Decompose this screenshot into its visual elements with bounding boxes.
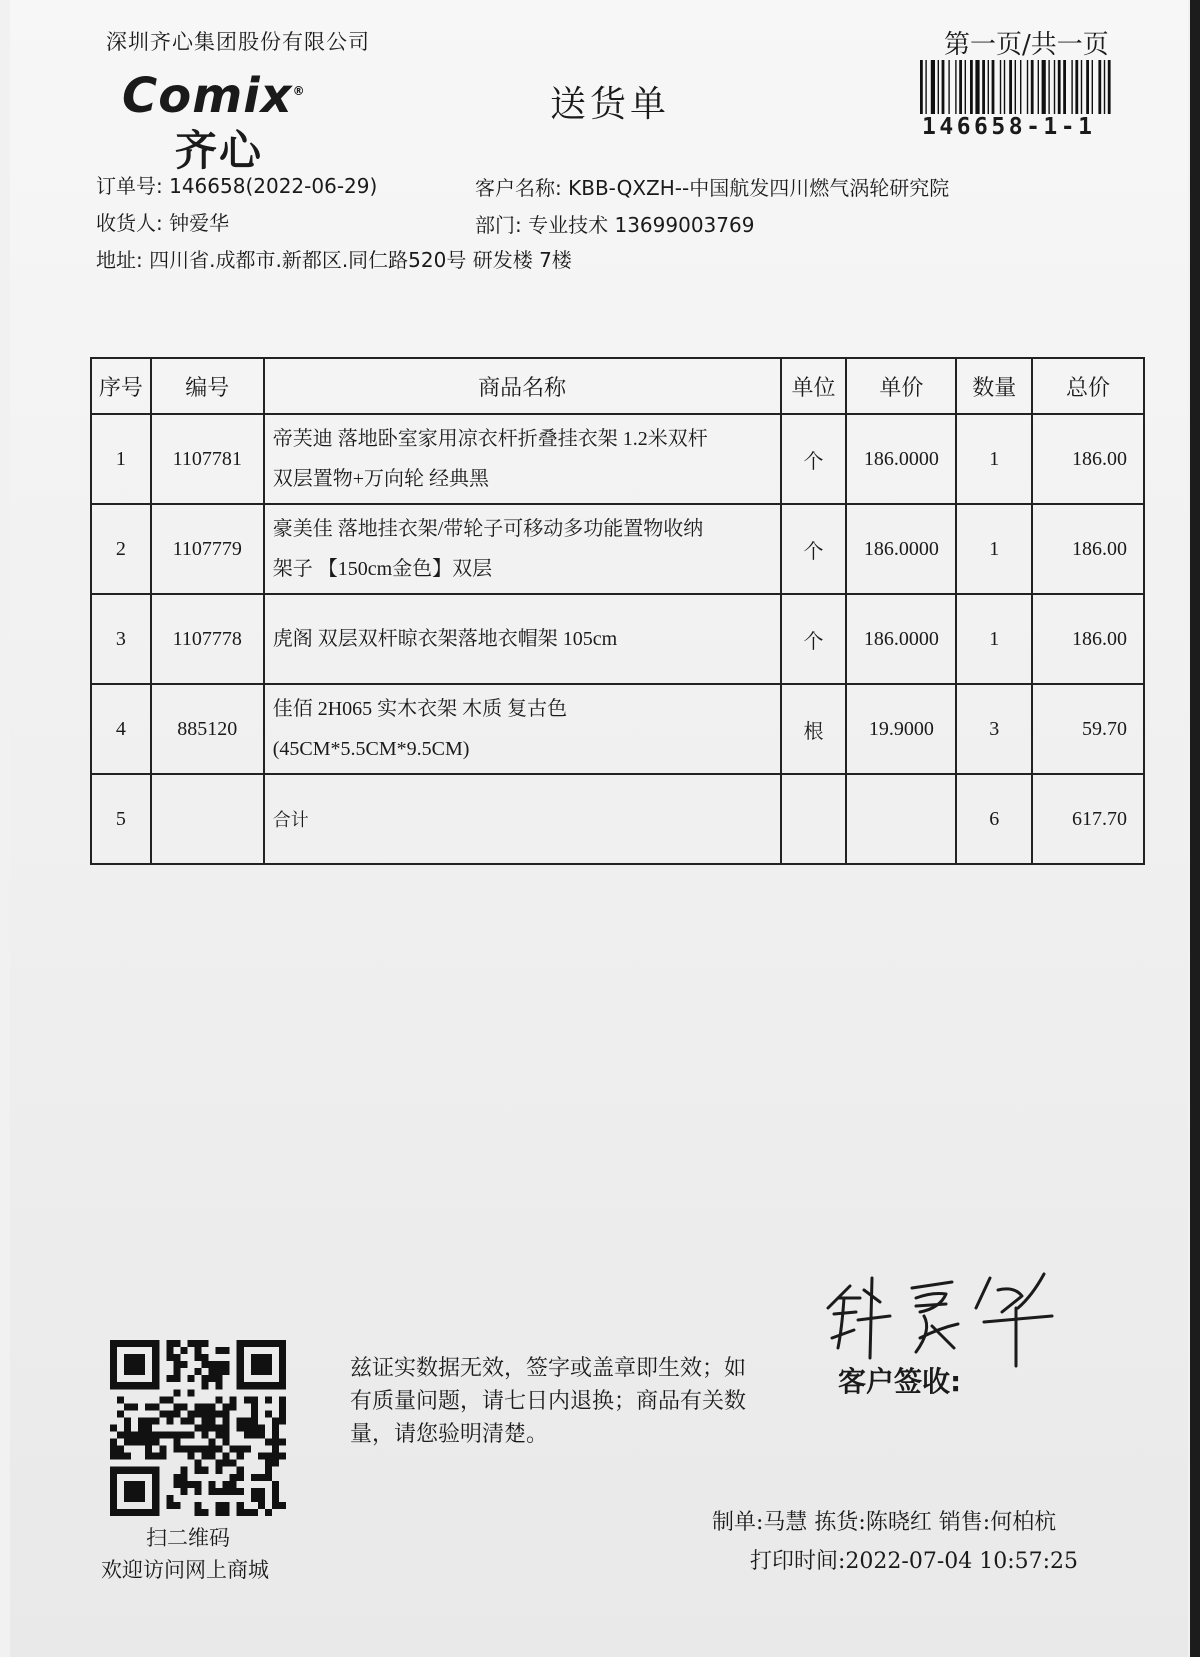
order-label: 订单号: (96, 174, 163, 198)
product-name-line1: 佳佰 2H065 实木衣架 木质 复古色 (272, 698, 568, 720)
table-summary-row (91, 774, 1144, 864)
cell-code: 1107781 (151, 414, 264, 504)
product-name-line2: 架子 【150cm金色】双层 (272, 558, 493, 580)
cell-product-name (264, 414, 781, 504)
header-unit-price: 单价 (846, 358, 956, 414)
table-row (91, 594, 1144, 684)
product-name-line1: 帝芙迪 落地卧室家用凉衣杆折叠挂衣架 1.2米双杆 (272, 428, 708, 450)
cell-seq: 5 (91, 774, 151, 864)
dept-value: 专业技术 13699003769 (528, 213, 755, 237)
cell-seq: 4 (91, 684, 151, 774)
header-seq: 序号 (91, 358, 151, 414)
product-name-line2: 双层置物+万向轮 经典黑 (272, 468, 489, 490)
print-time: 打印时间:2022-07-04 10:57:25 (750, 1549, 1079, 1574)
address-value: 四川省.成都市.新都区.同仁路520号 研发楼 7楼 (149, 248, 572, 272)
cell-quantity: 3 (956, 684, 1032, 774)
department (475, 209, 754, 238)
receiver (96, 207, 229, 236)
cell-product-name (264, 684, 781, 774)
cell-grand-total: 617.70 (1032, 774, 1144, 864)
receiver-label: 收货人: (96, 211, 163, 235)
customer-sign-label: 客户签收: (838, 1365, 962, 1398)
cell-code: 885120 (151, 684, 264, 774)
cell-quantity: 1 (956, 414, 1032, 504)
header-product-name: 商品名称 (264, 358, 781, 414)
goods-table (90, 357, 1145, 865)
logo-qixin: 齐心 (175, 126, 264, 175)
header-code: 编号 (151, 358, 264, 414)
cell-summary-label: 合计 (264, 774, 781, 864)
cell-total: 59.70 (1032, 684, 1144, 774)
product-name-line1: 豪美佳 落地挂衣架/带轮子可移动多功能置物收纳 (272, 518, 704, 540)
barcode-icon (920, 60, 1132, 114)
address-label: 地址: (96, 248, 143, 272)
company-name: 深圳齐心集团股份有限公司 (106, 30, 370, 54)
product-name-line2: (45CM*5.5CM*9.5CM) (272, 738, 470, 760)
qr-caption-scan: 扫二维码 (146, 1526, 230, 1550)
cell-quantity: 1 (956, 504, 1032, 594)
qr-caption-mall: 欢迎访问网上商城 (101, 1558, 269, 1582)
table-row (91, 684, 1144, 774)
cell-quantity: 1 (956, 594, 1032, 684)
cell-price-empty (846, 774, 956, 864)
cell-unit-price: 186.0000 (846, 594, 956, 684)
order-value: 146658(2022-06-29) (169, 174, 378, 198)
cell-total: 186.00 (1032, 504, 1144, 594)
cell-code: 1107779 (151, 504, 264, 594)
scan-edge (1190, 0, 1200, 1657)
cell-unit-empty (781, 774, 847, 864)
table-header-row (91, 358, 1144, 414)
document-title: 送货单 (550, 84, 671, 125)
cell-unit-price: 186.0000 (846, 414, 956, 504)
table-row (91, 504, 1144, 594)
cell-unit: 个 (781, 504, 847, 594)
barcode-number: 146658-1-1 (922, 114, 1096, 140)
logo-text: Comix (122, 68, 293, 124)
order-number (96, 170, 377, 199)
cell-total: 186.00 (1032, 594, 1144, 684)
cell-code: 1107778 (151, 594, 264, 684)
customer-value: KBB-QXZH--中国航发四川燃气涡轮研究院 (568, 176, 950, 200)
cell-seq: 2 (91, 504, 151, 594)
header-total-price: 总价 (1032, 358, 1144, 414)
receiver-value: 钟爱华 (169, 211, 230, 235)
cell-seq: 3 (91, 594, 151, 684)
cell-unit: 个 (781, 414, 847, 504)
qr-code-icon (110, 1340, 286, 1516)
address (96, 244, 572, 273)
staff-info: 制单:马慧 拣货:陈晓红 销售:何柏杭 (712, 1510, 1057, 1535)
cell-total-quantity: 6 (956, 774, 1032, 864)
page-indicator: 第一页/共一页 (944, 30, 1109, 60)
dept-label: 部门: (475, 213, 522, 237)
cell-unit: 个 (781, 594, 847, 684)
registered-mark: ® (292, 84, 306, 98)
logo-comix (122, 68, 306, 124)
product-name-line1: 虎阁 双层双杆晾衣架落地衣帽架 105cm (272, 628, 618, 650)
cell-total: 186.00 (1032, 414, 1144, 504)
cell-product-name (264, 594, 781, 684)
cell-unit-price: 19.9000 (846, 684, 956, 774)
table-row (91, 414, 1144, 504)
legal-notice: 兹证实数据无效，签字或盖章即生效；如有质量问题，请七日内退换；商品有关数量，请您验明清楚。 (350, 1356, 747, 1447)
cell-seq: 1 (91, 414, 151, 504)
customer-name (475, 172, 949, 201)
header-unit: 单位 (781, 358, 847, 414)
cell-code-empty (151, 774, 264, 864)
cell-unit-price: 186.0000 (846, 504, 956, 594)
customer-label: 客户名称: (475, 176, 562, 200)
cell-unit: 根 (781, 684, 847, 774)
cell-product-name (264, 504, 781, 594)
header-quantity: 数量 (956, 358, 1032, 414)
